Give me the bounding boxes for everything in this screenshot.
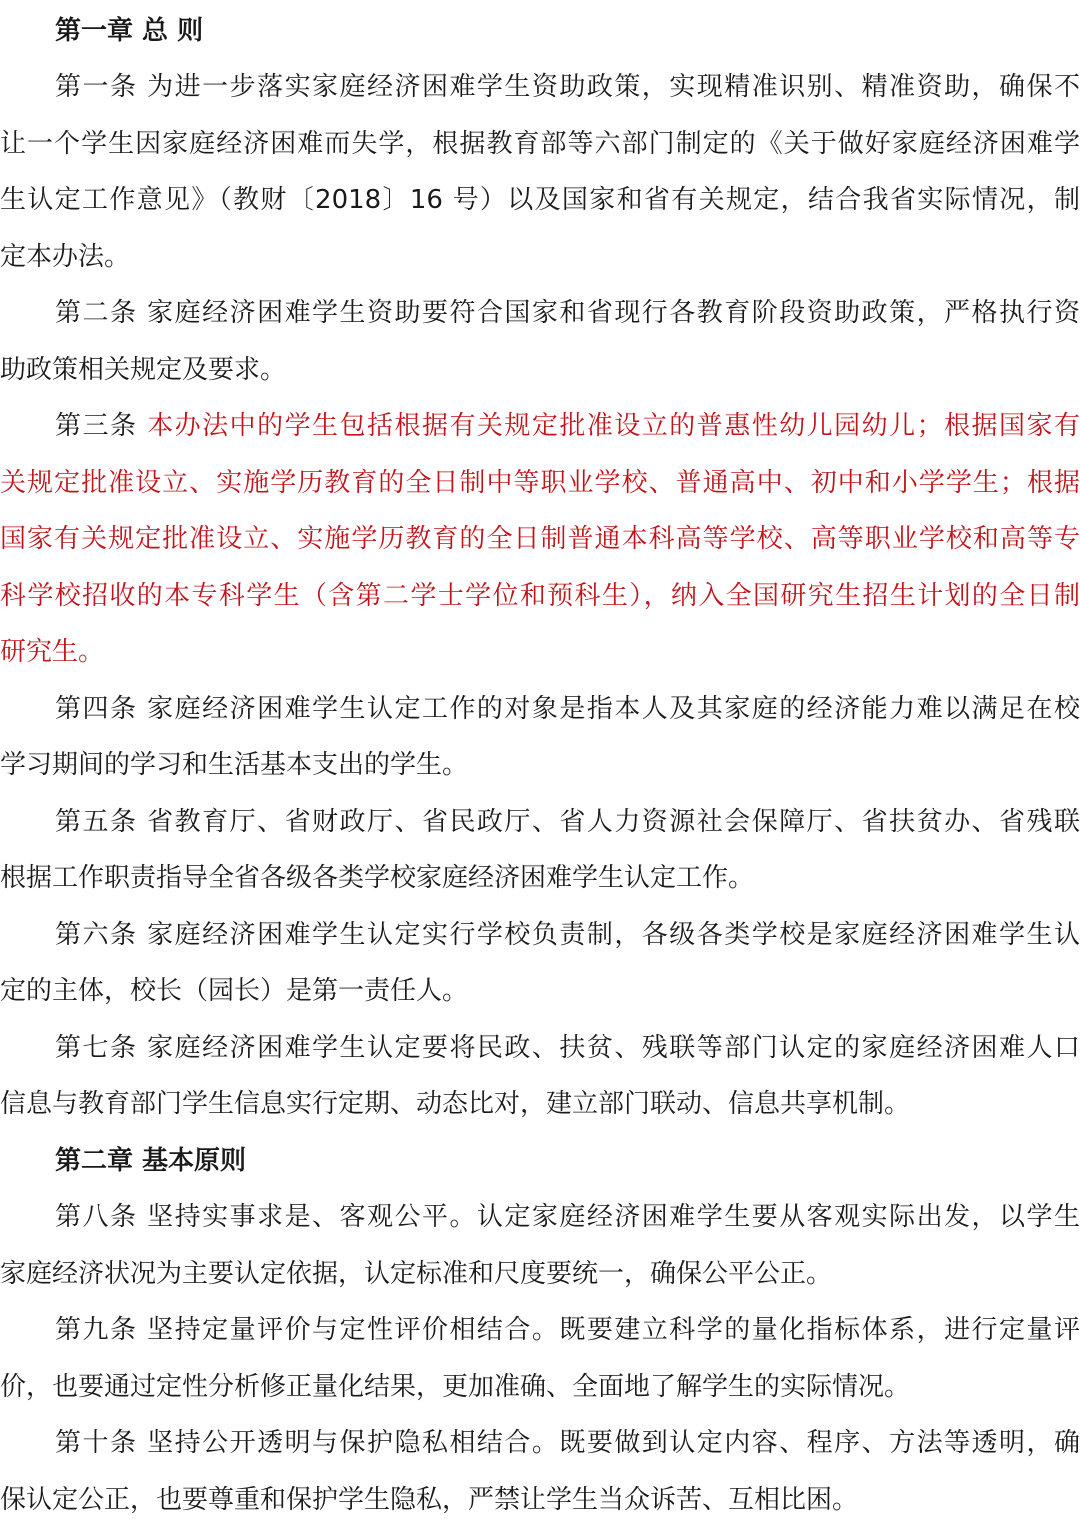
article-3-text-1: 本办法中的学生包括根据有关规定批准设立的普惠性幼儿园幼儿；根据国家有 bbox=[147, 411, 1080, 441]
article-7-line-1: 第七条 家庭经济困难学生认定要将民政、扶贫、残联等部门认定的家庭经济困难人口 bbox=[55, 1033, 1080, 1063]
article-3-line-3: 国家有关规定批准设立、实施学历教育的全日制普通本科高等学校、高等职业学校和高等专 bbox=[0, 524, 1080, 554]
article-3-label: 第三条 bbox=[55, 411, 138, 441]
article-9-line-1: 第九条 坚持定量评价与定性评价相结合。既要建立科学的量化指标体系，进行定量评 bbox=[55, 1315, 1080, 1345]
article-1-line-2: 让一个学生因家庭经济困难而失学，根据教育部等六部门制定的《关于做好家庭经济困难学 bbox=[0, 129, 1080, 159]
article-8-line-2: 家庭经济状况为主要认定依据，认定标准和尺度要统一，确保公平公正。 bbox=[0, 1259, 833, 1289]
chapter-1-heading: 第一章 总 则 bbox=[55, 16, 204, 46]
article-3-line-2: 关规定批准设立、实施学历教育的全日制中等职业学校、普通高中、初中和小学学生；根据 bbox=[0, 468, 1080, 498]
article-4-line-1: 第四条 家庭经济困难学生认定工作的对象是指本人及其家庭的经济能力难以满足在校 bbox=[55, 694, 1080, 724]
article-8-line-1: 第八条 坚持实事求是、客观公平。认定家庭经济困难学生要从客观实际出发，以学生 bbox=[55, 1202, 1080, 1232]
article-4-line-2: 学习期间的学习和生活基本支出的学生。 bbox=[0, 750, 469, 780]
article-1-line-1: 第一条 为进一步落实家庭经济困难学生资助政策，实现精准识别、精准资助，确保不 bbox=[55, 72, 1080, 102]
article-10-line-1: 第十条 坚持公开透明与保护隐私相结合。既要做到认定内容、程序、方法等透明，确 bbox=[55, 1428, 1080, 1458]
article-1-line-4: 定本办法。 bbox=[0, 242, 131, 272]
article-3-line-5: 研究生。 bbox=[0, 637, 105, 667]
article-5-line-2: 根据工作职责指导全省各级各类学校家庭经济困难学生认定工作。 bbox=[0, 863, 755, 893]
article-6-line-2: 定的主体，校长（园长）是第一责任人。 bbox=[0, 976, 469, 1006]
article-9-line-2: 价，也要通过定性分析修正量化结果，更加准确、全面地了解学生的实际情况。 bbox=[0, 1372, 911, 1402]
article-3-line-1 bbox=[0, 406, 1080, 446]
article-6-line-1: 第六条 家庭经济困难学生认定实行学校负责制，各级各类学校是家庭经济困难学生认 bbox=[55, 920, 1080, 950]
article-7-line-2: 信息与教育部门学生信息实行定期、动态比对，建立部门联动、信息共享机制。 bbox=[0, 1089, 911, 1119]
article-5-line-1: 第五条 省教育厅、省财政厅、省民政厅、省人力资源社会保障厅、省扶贫办、省残联 bbox=[55, 807, 1080, 837]
article-2-line-1: 第二条 家庭经济困难学生资助要符合国家和省现行各教育阶段资助政策，严格执行资 bbox=[55, 298, 1080, 328]
chapter-2-heading: 第二章 基本原则 bbox=[55, 1146, 247, 1176]
article-1-line-3: 生认定工作意见》（教财〔2018〕16 号）以及国家和省有关规定，结合我省实际情况，制 bbox=[0, 185, 1080, 215]
article-3-line-4: 科学校招收的本专科学生（含第二学士学位和预科生），纳入全国研究生招生计划的全日制 bbox=[0, 581, 1080, 611]
article-2-line-2: 助政策相关规定及要求。 bbox=[0, 355, 287, 385]
article-10-line-2: 保认定公正，也要尊重和保护学生隐私，严禁让学生当众诉苦、互相比困。 bbox=[0, 1485, 859, 1515]
